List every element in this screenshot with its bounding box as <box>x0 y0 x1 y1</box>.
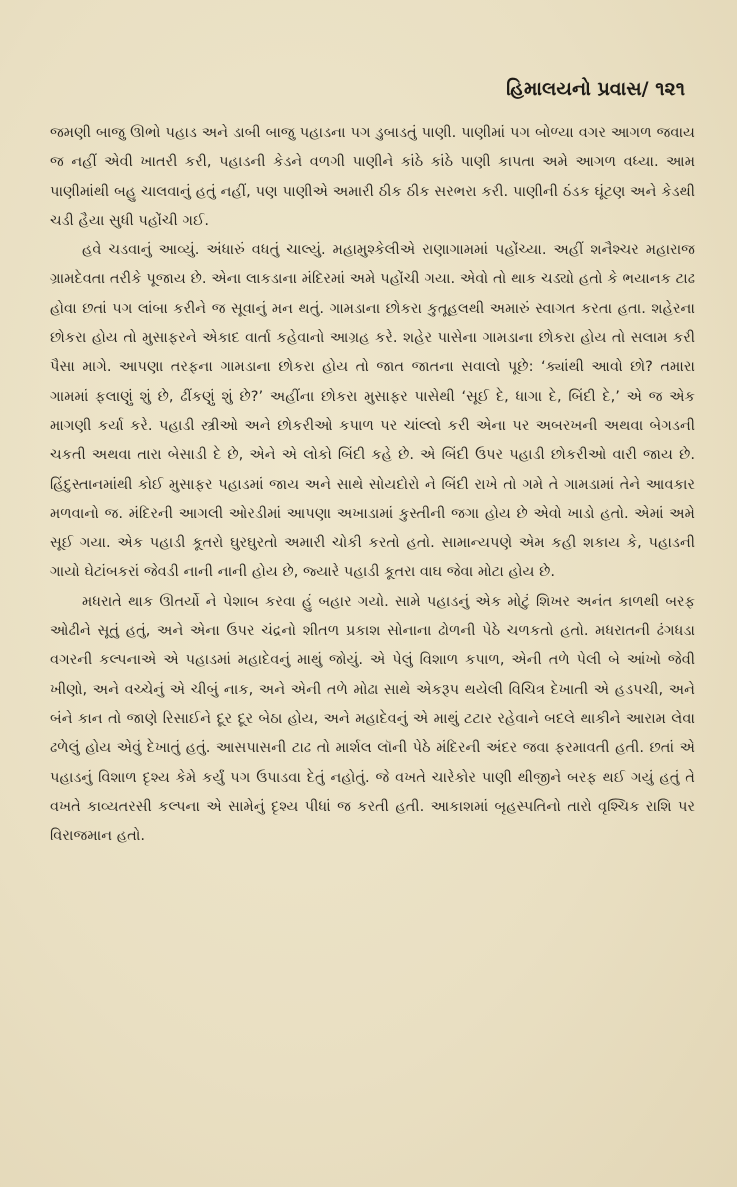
paragraph-2: હવે ચડવાનું આવ્યું. અંધારું વધતું ચાલ્યું. મહામુશ્કેલીએ રાણાગામમાં પહોંચ્યા. અહીં શનૈશ્ચર મહારાજ ગ્રામદેવતા તરીકે પૂજાય છે. એના લાકડાના મંદિરમાં અમે પહોંચી ગયા. એવો તો થાક ચડ્યો હતો કે ભયાનક ટાઢ હોવા છતાં પગ લાંબા કરીને જ સૂવાનું મન થતું. ગામડાના છોકરા કુતૂહલથી અમારું સ્વાગત કરતા હતા. શહેરના છોકરા હોય તો મુસાફરને એકાદ વાર્તા કહેવાનો આગ્રહ કરે. શહેર પાસેના ગામડાના છોકરા હોય તો સલામ કરી પૈસા માગે. આપણા તરફના ગામડાના છોકરા હોય તો જાત જાતના સવાલો પૂછે: ‘ક્યાંથી આવો છો? તમારા ગામમાં ફલાણું શું છે, ઢીંકણું શું છે?’ અહીંના છોકરા મુસાફર પાસેથી ‘સૂઈ દે, ધાગા દે, બિંદી દે,’ એ જ એક માગણી કર્યા કરે. પહાડી સ્ત્રીઓ અને છોકરીઓ કપાળ પર ચાંલ્લો કરી એના પર અબરખની અથવા બેગડની ચકતી અથવા તારા બેસાડી દે છે, એને એ લોકો બિંદી કહે છે. એ બિંદી ઉપર પહાડી છોકરીઓ વારી જાય છે. હિંદુસ્તાનમાંથી કોઈ મુસાફર પહાડમાં જાય અને સાથે સોયદોરો ને બિંદી રાખે તો ગમે તે ગામડામાં તેને આવકાર મળવાનો જ. મંદિરની આગલી ઓરડીમાં આપણા અખાડામાં કુસ્તીની જગા હોય છે એવો ખાડો હતો. એમાં અમે સૂઈ ગયા. એક પહાડી કૂતરો ઘુરઘુરતો અમારી ચોકી કરતો હતો. સામાન્યપણે એમ કહી શકાય કે, પહાડની ગાયો ઘેટાંબકરાં જેવડી નાની નાની હોય છે, જ્યારે પહાડી કૂતરા વાઘ જેવા મોટા હોય છે. <box>50 241 695 581</box>
body-text <box>50 118 695 850</box>
paragraph-3: મધરાતે થાક ઊતર્યો ને પેશાબ કરવા હું બહાર ગયો. સામે પહાડનું એક મોટું શિખર અનંત કાળથી બરફ ઓઢીને સૂતું હતું, અને એના ઉપર ચંદ્રનો શીતળ પ્રકાશ સોનાના ઢોળની પેઠે ચળકતો હતો. મધરાતની ઢંગધડા વગરની કલ્પનાએ એ પહાડમાં મહાદેવનું માથું જોયું. એ પેલું વિશાળ કપાળ, એની તળે પેલી બે આંખો જેવી ખીણો, અને વચ્ચેનું એ ચીબું નાક, અને એની તળે મોઢા સાથે એકરૂપ થયેલી વિચિત્ર દેખાતી એ હડપચી, અને બંને કાન તો જાણે રિસાઈને દૂર દૂર બેઠા હોય, અને મહાદેવનું એ માથું ટટાર રહેવાને બદલે થાકીને આરામ લેવા ઢળેલું હોય એવું દેખાતું હતું. આસપાસની ટાઢ તો માર્શલ લૉની પેઠે મંદિરની અંદર જવા ફરમાવતી હતી. છતાં એ પહાડનું વિશાળ દૃશ્ય કેમે કર્યું પગ ઉપાડવા દેતું નહોતું. જે વખતે ચારેકોર પાણી થીજીને બરફ થઈ ગયું હતું તે વખતે કાવ્યતરસી કલ્પના એ સામેનું દૃશ્ય પીધાં જ કરતી હતી. આકાશમાં બૃહસ્પતિનો તારો વૃશ્ચિક રાશિ પર વિરાજમાન હતો. <box>50 592 695 845</box>
running-header: હિમાલયનો પ્રવાસ/ ૧૨૧ <box>506 78 685 100</box>
paragraph-1: જમણી બાજુ ઊભો પહાડ અને ડાબી બાજુ પહાડના પગ ડુબાડતું પાણી. પાણીમાં પગ બોળ્યા વગર આગળ જવાય જ નહીં એવી ખાતરી કરી, પહાડની કેડને વળગી પાણીને કાંઠે કાંઠે પાણી કાપતા અમે આગળ વધ્યા. આમ પાણીમાંથી બહુ ચાલવાનું હતું નહીં, પણ પાણીએ અમારી ઠીક ઠીક સરભરા કરી. પાણીની ઠંડક ઘૂંટણ અને કેડથી ચડી હૈયા સુધી પહોંચી ગઈ. <box>50 124 695 229</box>
